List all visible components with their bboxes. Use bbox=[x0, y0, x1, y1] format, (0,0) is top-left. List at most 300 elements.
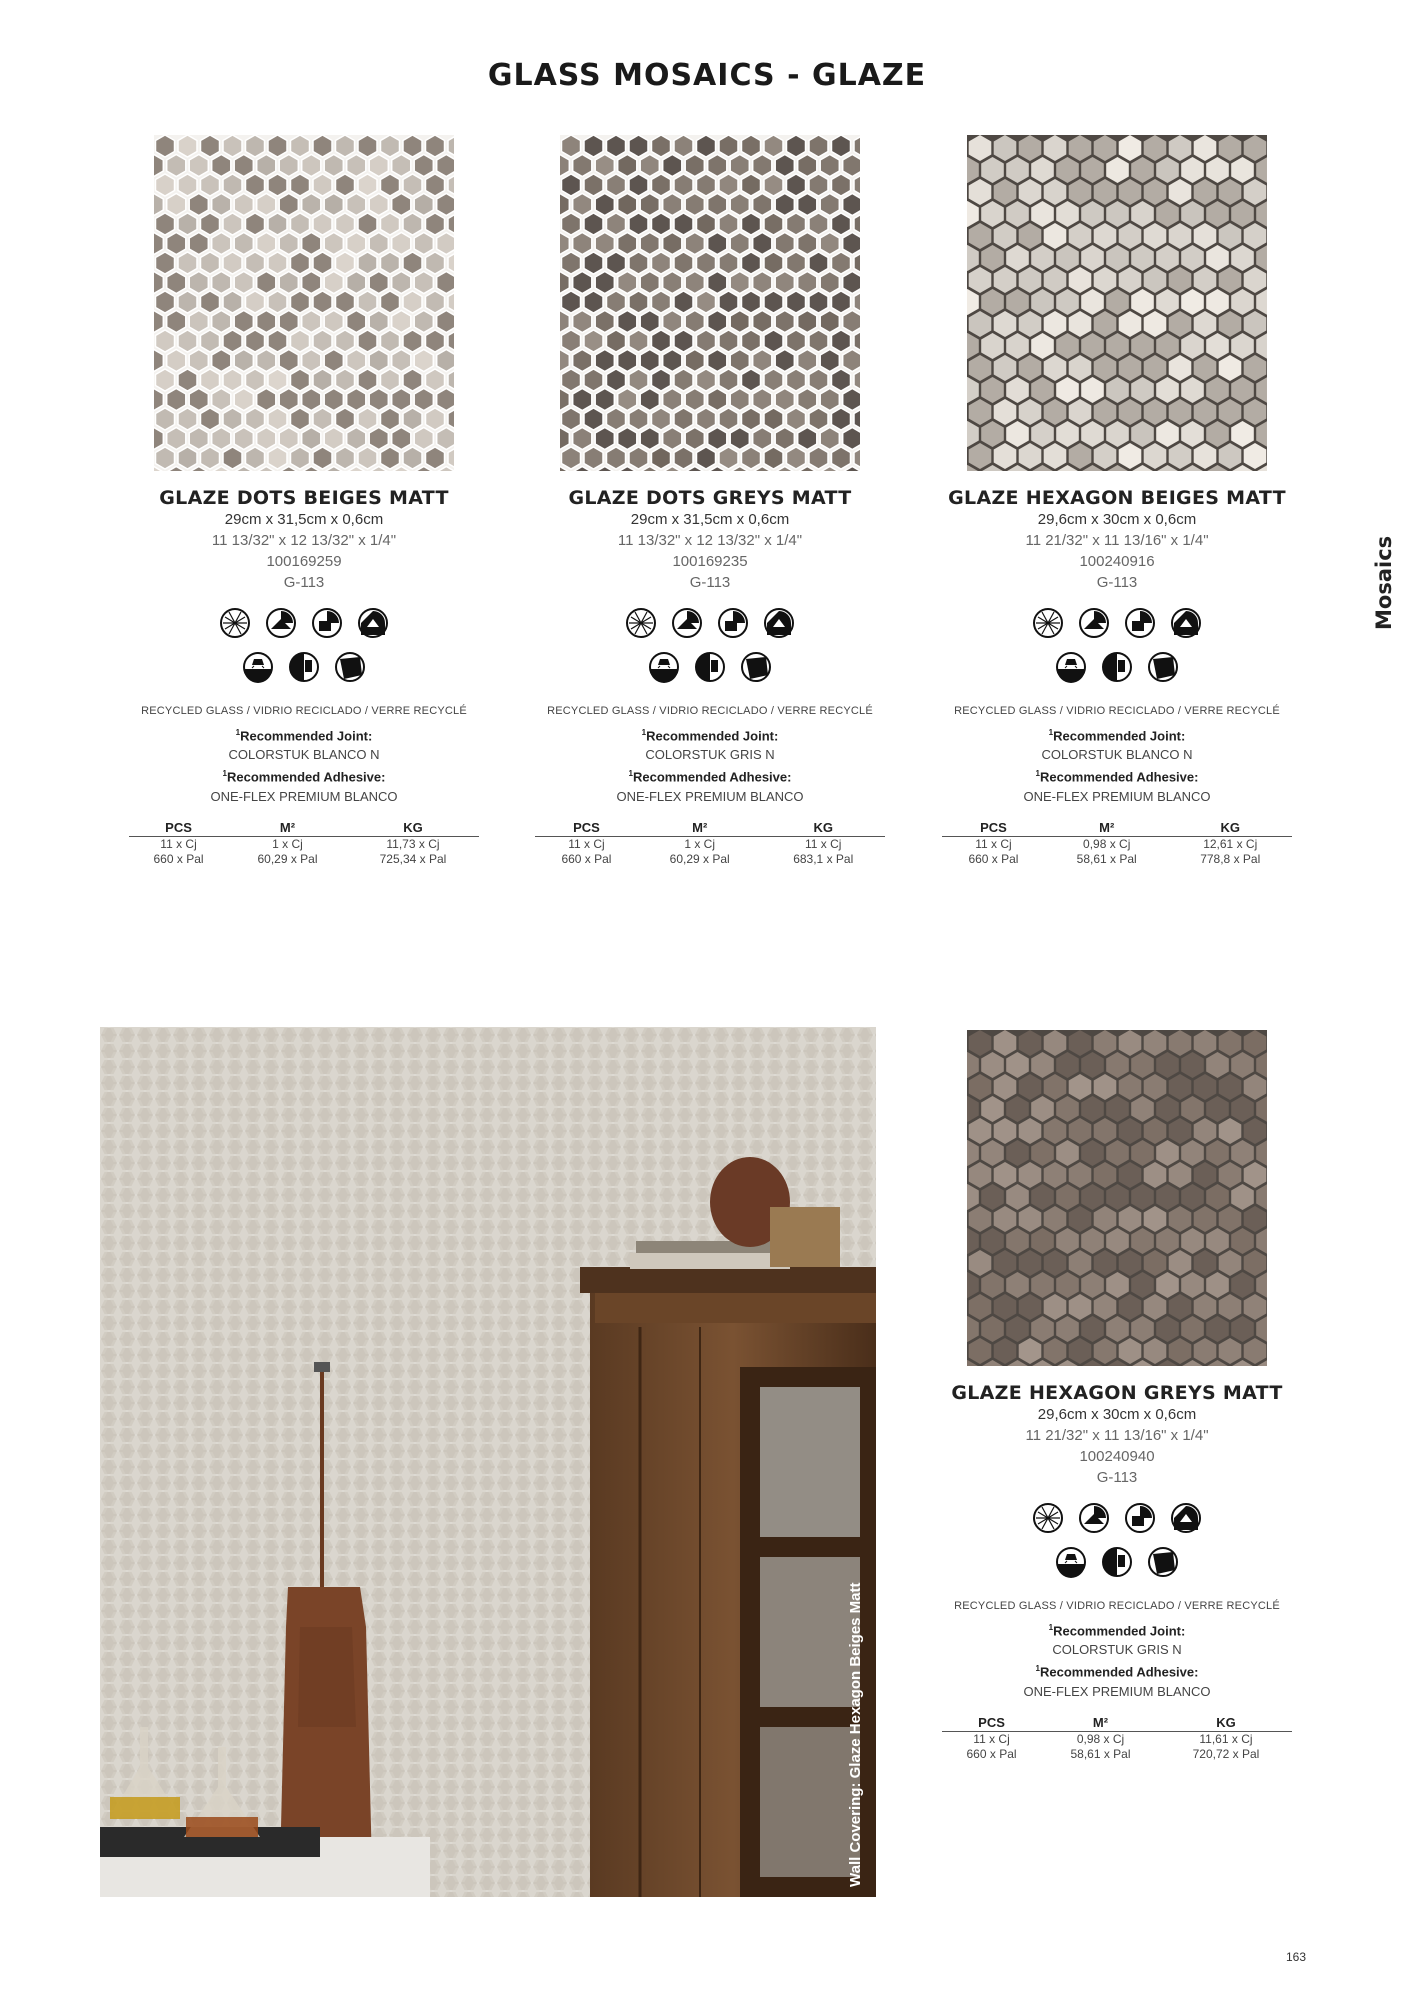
mosaic-tile bbox=[629, 174, 648, 196]
cell-kg: 725,34 x Pal bbox=[379, 851, 447, 866]
mosaic-tile bbox=[414, 389, 433, 411]
mosaic-tile bbox=[234, 155, 253, 177]
adhesive-label: Recommended Adhesive: bbox=[1040, 1664, 1199, 1680]
cell-kg: 11,73 x Cj bbox=[386, 836, 440, 851]
mesh-backing-icon bbox=[625, 607, 657, 639]
joint-label: Recommended Joint: bbox=[1053, 728, 1186, 744]
mosaic-tile bbox=[764, 252, 783, 274]
mosaic-tile bbox=[302, 311, 321, 333]
mosaic-tile bbox=[753, 155, 772, 177]
mosaic-tile bbox=[167, 428, 186, 450]
column-header-pcs: PCS bbox=[942, 818, 1045, 837]
mosaic-tile bbox=[279, 428, 298, 450]
mosaic-tile bbox=[798, 389, 817, 411]
mosaic-tile bbox=[257, 389, 276, 411]
mosaic-tile bbox=[674, 135, 693, 157]
mosaic-tile bbox=[347, 311, 366, 333]
mosaic-tile bbox=[291, 369, 310, 391]
table-row bbox=[942, 1731, 1292, 1747]
mosaic-tile bbox=[708, 233, 727, 255]
mosaic-tile bbox=[223, 252, 242, 274]
mosaic-tile bbox=[279, 233, 298, 255]
mosaic-tile bbox=[573, 272, 592, 294]
mosaic-tile bbox=[347, 350, 366, 372]
mosaic-tile bbox=[787, 408, 806, 430]
mosaic-tile bbox=[607, 330, 626, 352]
mosaic-tile bbox=[178, 447, 197, 469]
size-imperial: 11 13/32" x 12 13/32" x 1/4" bbox=[211, 532, 397, 549]
mosaic-tile bbox=[607, 408, 626, 430]
cell-pcs: 660 x Pal bbox=[561, 851, 612, 866]
mosaic-tile bbox=[414, 233, 433, 255]
mosaic-tile bbox=[178, 213, 197, 235]
mosaic-tile bbox=[573, 194, 592, 216]
tile-swatch bbox=[967, 135, 1267, 471]
mosaic-tile bbox=[775, 311, 794, 333]
mosaic-tile bbox=[629, 408, 648, 430]
mosaic-tile bbox=[437, 155, 454, 177]
mosaic-tile bbox=[358, 291, 377, 313]
mosaic-tile bbox=[640, 272, 659, 294]
product-code: 100169235 bbox=[672, 553, 748, 570]
mosaic-tile bbox=[223, 174, 242, 196]
footnote-marker: 1 bbox=[1048, 1623, 1054, 1632]
frost-resistant-icon bbox=[740, 651, 772, 683]
mosaic-tile bbox=[708, 311, 727, 333]
mosaic-tile bbox=[246, 252, 265, 274]
mosaic-tile bbox=[381, 213, 400, 235]
mosaic-tile bbox=[212, 389, 231, 411]
mosaic-tile bbox=[313, 135, 332, 157]
packaging-table bbox=[129, 818, 479, 867]
mosaic-tile bbox=[313, 330, 332, 352]
mosaic-tile bbox=[426, 408, 445, 430]
mosaic-tile bbox=[787, 213, 806, 235]
adhesive-label: Recommended Adhesive: bbox=[227, 769, 386, 785]
mosaic-tile bbox=[268, 174, 287, 196]
mosaic-tile bbox=[336, 447, 355, 469]
mosaic-tile bbox=[697, 330, 716, 352]
mosaic-tile bbox=[595, 233, 614, 255]
tile-swatch bbox=[967, 1030, 1267, 1366]
mosaic-tile bbox=[820, 350, 839, 372]
mosaic-tile bbox=[753, 194, 772, 216]
mosaic-tile bbox=[167, 350, 186, 372]
interior-use-icon bbox=[1170, 1502, 1202, 1534]
mosaic-tile bbox=[652, 408, 671, 430]
mosaic-tile bbox=[843, 428, 860, 450]
product-group: G-113 bbox=[1096, 574, 1138, 591]
mosaic-tile bbox=[313, 291, 332, 313]
mosaic-tile bbox=[392, 350, 411, 372]
size-imperial: 11 13/32" x 12 13/32" x 1/4" bbox=[617, 532, 803, 549]
mosaic-tile bbox=[369, 350, 388, 372]
mosaic-tile bbox=[685, 194, 704, 216]
mosaic-tile bbox=[369, 311, 388, 333]
mosaic-tile bbox=[156, 330, 175, 352]
mosaic-tile bbox=[358, 369, 377, 391]
mosaic-tile bbox=[426, 252, 445, 274]
mosaic-tile bbox=[212, 155, 231, 177]
mosaic-tile bbox=[843, 272, 860, 294]
mosaic-tile bbox=[629, 291, 648, 313]
mosaic-tile bbox=[437, 428, 454, 450]
mosaic-tile bbox=[775, 350, 794, 372]
mosaic-tile bbox=[775, 194, 794, 216]
mosaic-tile bbox=[358, 174, 377, 196]
wall-use-icon bbox=[717, 607, 749, 639]
mosaic-tile bbox=[403, 135, 422, 157]
mosaic-tile bbox=[403, 408, 422, 430]
column-header-kg: KG bbox=[761, 818, 885, 837]
mosaic-tile bbox=[403, 213, 422, 235]
mosaic-tile bbox=[381, 135, 400, 157]
adhesive-label: Recommended Adhesive: bbox=[1040, 769, 1199, 785]
mosaic-tile bbox=[403, 174, 422, 196]
mosaic-tile bbox=[369, 233, 388, 255]
mosaic-tile bbox=[775, 389, 794, 411]
mosaic-tile bbox=[820, 233, 839, 255]
mosaic-tile bbox=[313, 369, 332, 391]
wet-area-icon bbox=[288, 651, 320, 683]
mosaic-tile bbox=[246, 135, 265, 157]
mosaic-tile bbox=[189, 350, 208, 372]
mosaic-tile bbox=[584, 330, 603, 352]
mosaic-tile bbox=[607, 369, 626, 391]
mosaic-tile bbox=[302, 428, 321, 450]
mosaic-tile bbox=[336, 291, 355, 313]
mosaic-tile bbox=[742, 369, 761, 391]
recycled-glass-note: RECYCLED GLASS / VIDRIO RECICLADO / VERRE RECYCLÉ bbox=[547, 705, 873, 717]
mosaic-tile bbox=[302, 350, 321, 372]
mosaic-tile bbox=[178, 135, 197, 157]
joint-label-row bbox=[530, 723, 890, 745]
mosaic-tile bbox=[268, 291, 287, 313]
mosaic-tile bbox=[302, 233, 321, 255]
mosaic-tile bbox=[618, 194, 637, 216]
mosaic-tile bbox=[189, 389, 208, 411]
joint-label-row bbox=[937, 723, 1297, 745]
footnote-marker: 1 bbox=[1035, 1664, 1040, 1674]
mosaic-tile bbox=[798, 155, 817, 177]
mosaic-tile bbox=[313, 447, 332, 469]
mosaic-tile bbox=[764, 330, 783, 352]
mosaic-tile bbox=[640, 428, 659, 450]
mosaic-tile bbox=[820, 194, 839, 216]
mosaic-tile bbox=[697, 291, 716, 313]
cell-m2: 58,61 x Pal bbox=[1076, 851, 1137, 866]
mosaic-tile bbox=[685, 428, 704, 450]
adhesive-label-row bbox=[937, 764, 1297, 786]
mosaic-tile bbox=[223, 447, 242, 469]
mosaic-tile bbox=[403, 369, 422, 391]
mosaic-tile bbox=[708, 428, 727, 450]
mosaic-tile bbox=[223, 369, 242, 391]
mosaic-tile bbox=[730, 389, 749, 411]
mosaic-tile bbox=[178, 369, 197, 391]
mosaic-tile bbox=[246, 369, 265, 391]
packaging-table bbox=[535, 818, 885, 867]
mosaic-tile bbox=[640, 311, 659, 333]
mosaic-tile bbox=[212, 428, 231, 450]
mosaic-tile bbox=[403, 330, 422, 352]
mosaic-tile bbox=[414, 194, 433, 216]
mosaic-tile bbox=[685, 350, 704, 372]
mosaic-tile bbox=[640, 389, 659, 411]
mosaic-tile bbox=[618, 428, 637, 450]
wall-use-icon bbox=[311, 607, 343, 639]
frost-resistant-icon bbox=[334, 651, 366, 683]
mosaic-tile bbox=[268, 369, 287, 391]
mosaic-tile bbox=[156, 252, 175, 274]
cell-m2: 58,61 x Pal bbox=[1070, 1746, 1131, 1761]
mosaic-tile bbox=[697, 174, 716, 196]
mosaic-tile bbox=[674, 369, 693, 391]
product-group: G-113 bbox=[689, 574, 731, 591]
mosaic-tile bbox=[742, 330, 761, 352]
mosaic-tile bbox=[708, 389, 727, 411]
mosaic-tile bbox=[369, 428, 388, 450]
mosaic-tile bbox=[730, 428, 749, 450]
mosaic-tile bbox=[843, 194, 860, 216]
mosaic-tile bbox=[685, 311, 704, 333]
mosaic-tile bbox=[607, 135, 626, 157]
mosaic-tile bbox=[618, 233, 637, 255]
table-row bbox=[535, 852, 885, 867]
mosaic-tile bbox=[663, 389, 682, 411]
mosaic-tile bbox=[607, 213, 626, 235]
mosaic-tile bbox=[573, 311, 592, 333]
mosaic-tile bbox=[201, 369, 220, 391]
mosaic-tile bbox=[257, 311, 276, 333]
column-header-kg: KG bbox=[347, 818, 479, 837]
mesh-backing-icon bbox=[1032, 1502, 1064, 1534]
mosaic-tile bbox=[257, 350, 276, 372]
mosaic-tile bbox=[764, 213, 783, 235]
mosaic-tile bbox=[336, 330, 355, 352]
cell-pcs: 660 x Pal bbox=[968, 851, 1019, 866]
column-header-m2: M² bbox=[1045, 818, 1169, 837]
mosaic-tile bbox=[753, 350, 772, 372]
mosaic-tile bbox=[809, 213, 828, 235]
mosaic-tile bbox=[403, 291, 422, 313]
mosaic-tile bbox=[843, 389, 860, 411]
mosaic-tile bbox=[437, 194, 454, 216]
mosaic-tile bbox=[167, 272, 186, 294]
adhesive-label-row bbox=[937, 1659, 1297, 1681]
mosaic-tile bbox=[268, 408, 287, 430]
mosaic-tile bbox=[832, 174, 851, 196]
mosaic-tile bbox=[607, 291, 626, 313]
mosaic-tile bbox=[697, 135, 716, 157]
mosaic-tile bbox=[730, 233, 749, 255]
mosaic-tile bbox=[629, 213, 648, 235]
mosaic-tile bbox=[595, 389, 614, 411]
joint-label: Recommended Joint: bbox=[240, 728, 373, 744]
cell-pcs: 660 x Pal bbox=[966, 1746, 1017, 1761]
table-row bbox=[129, 852, 479, 867]
mosaic-tile bbox=[607, 174, 626, 196]
mosaic-tile bbox=[618, 155, 637, 177]
mosaic-tile bbox=[798, 350, 817, 372]
mosaic-tile bbox=[697, 213, 716, 235]
mosaic-tile bbox=[595, 428, 614, 450]
mosaic-tile bbox=[336, 213, 355, 235]
wall-use-icon bbox=[1124, 607, 1156, 639]
cell-m2: 60,29 x Pal bbox=[257, 851, 318, 866]
adhesive-label-row bbox=[124, 764, 484, 786]
mosaic-tile bbox=[652, 252, 671, 274]
recommended-joint: COLORSTUK GRIS N bbox=[1052, 1642, 1182, 1658]
mosaic-tile bbox=[685, 272, 704, 294]
mosaic-tile bbox=[392, 155, 411, 177]
icon-row bbox=[124, 607, 484, 639]
mosaic-tile bbox=[324, 350, 343, 372]
mosaic-tile bbox=[685, 389, 704, 411]
product-name: GLAZE HEXAGON BEIGES MATT bbox=[948, 487, 1286, 509]
column-header-kg: KG bbox=[1168, 818, 1292, 837]
column-header-pcs: PCS bbox=[129, 818, 228, 837]
mosaic-tile bbox=[742, 213, 761, 235]
mosaic-tile bbox=[719, 408, 738, 430]
mosaic-tile bbox=[573, 428, 592, 450]
mosaic-tile bbox=[268, 447, 287, 469]
mosaic-tile bbox=[730, 155, 749, 177]
mosaic-tile bbox=[832, 369, 851, 391]
cell-pcs: 11 x Cj bbox=[160, 836, 197, 851]
mosaic-tile bbox=[234, 311, 253, 333]
mosaic-tile bbox=[832, 447, 851, 469]
icon-row bbox=[937, 607, 1297, 639]
mosaic-tile bbox=[426, 174, 445, 196]
mosaic-tile bbox=[798, 233, 817, 255]
mosaic-tile bbox=[381, 291, 400, 313]
mosaic-tile bbox=[392, 272, 411, 294]
mosaic-tile bbox=[291, 252, 310, 274]
mosaic-tile bbox=[347, 428, 366, 450]
photo-caption: Wall Covering: Glaze Hexagon Beiges Matt bbox=[847, 1582, 864, 1887]
mosaic-tile bbox=[336, 135, 355, 157]
mosaic-tile bbox=[730, 194, 749, 216]
adhesive-label-row bbox=[530, 764, 890, 786]
mosaic-tile bbox=[189, 194, 208, 216]
mosaic-tile bbox=[156, 174, 175, 196]
mosaic-tile bbox=[201, 447, 220, 469]
mosaic-tile bbox=[279, 389, 298, 411]
mosaic-tile bbox=[820, 155, 839, 177]
size-imperial: 11 21/32" x 11 13/16" x 1/4" bbox=[1025, 1427, 1209, 1444]
mosaic-tile bbox=[201, 330, 220, 352]
mosaic-tile bbox=[753, 272, 772, 294]
product-name: GLAZE DOTS GREYS MATT bbox=[568, 487, 852, 509]
mosaic-tile bbox=[685, 233, 704, 255]
mosaic-tile bbox=[167, 233, 186, 255]
mosaic-tile bbox=[178, 330, 197, 352]
mosaic-tile bbox=[392, 194, 411, 216]
mosaic-tile bbox=[674, 330, 693, 352]
mosaic-tile bbox=[764, 447, 783, 469]
column-header-pcs: PCS bbox=[942, 1713, 1041, 1732]
mosaic-tile bbox=[640, 194, 659, 216]
mosaic-tile bbox=[832, 135, 851, 157]
mosaic-tile bbox=[640, 233, 659, 255]
mosaic-tile bbox=[279, 311, 298, 333]
mosaic-tile bbox=[640, 350, 659, 372]
column-header-m2: M² bbox=[638, 818, 762, 837]
recommended-joint: COLORSTUK GRIS N bbox=[645, 747, 775, 763]
cell-m2: 1 x Cj bbox=[684, 836, 716, 851]
mosaic-tile bbox=[764, 369, 783, 391]
mosaic-tile bbox=[268, 330, 287, 352]
mosaic-tile bbox=[189, 311, 208, 333]
cell-kg: 11 x Cj bbox=[804, 836, 842, 851]
mosaic-tile bbox=[246, 174, 265, 196]
mosaic-tile bbox=[719, 174, 738, 196]
mosaic-tile bbox=[595, 155, 614, 177]
mosaic-tile bbox=[324, 311, 343, 333]
mosaic-tile bbox=[156, 291, 175, 313]
mosaic-tile bbox=[167, 389, 186, 411]
mosaic-tile bbox=[426, 447, 445, 469]
floor-use-icon bbox=[265, 607, 297, 639]
mosaic-tile bbox=[347, 233, 366, 255]
mosaic-tile bbox=[832, 213, 851, 235]
mosaic-tile bbox=[392, 428, 411, 450]
cell-pcs: 11 x Cj bbox=[973, 1731, 1010, 1746]
footnote-marker: 1 bbox=[641, 728, 647, 737]
mosaic-tile bbox=[595, 311, 614, 333]
mosaic-tile bbox=[753, 233, 772, 255]
mosaic-tile bbox=[279, 194, 298, 216]
mosaic-tile bbox=[562, 369, 581, 391]
mosaic-tile bbox=[652, 369, 671, 391]
mosaic-tile bbox=[414, 311, 433, 333]
mosaic-tile bbox=[573, 350, 592, 372]
floor-use-icon bbox=[1078, 607, 1110, 639]
mosaic-tile bbox=[167, 155, 186, 177]
mosaic-tile bbox=[178, 252, 197, 274]
cell-kg: 720,72 x Pal bbox=[1192, 1746, 1260, 1761]
mosaic-tile bbox=[437, 311, 454, 333]
mosaic-tile bbox=[257, 194, 276, 216]
mosaic-tile bbox=[381, 447, 400, 469]
mosaic-tile bbox=[178, 174, 197, 196]
mosaic-tile bbox=[742, 291, 761, 313]
mosaic-tile bbox=[201, 408, 220, 430]
mosaic-tile bbox=[584, 369, 603, 391]
mosaic-tile bbox=[234, 194, 253, 216]
packaging-table bbox=[942, 1713, 1292, 1762]
column-header-kg: KG bbox=[1160, 1713, 1292, 1732]
mosaic-tile bbox=[414, 272, 433, 294]
interior-use-icon bbox=[1170, 607, 1202, 639]
cell-m2: 0,98 x Cj bbox=[1076, 1731, 1125, 1746]
mosaic-tile bbox=[652, 135, 671, 157]
mosaic-tile bbox=[652, 174, 671, 196]
mosaic-tile bbox=[843, 350, 860, 372]
mosaic-tile bbox=[798, 311, 817, 333]
mosaic-tile bbox=[156, 369, 175, 391]
mosaic-tile bbox=[189, 428, 208, 450]
mosaic-tile bbox=[392, 233, 411, 255]
column-header-m2: M² bbox=[228, 818, 347, 837]
cell-pcs: 11 x Cj bbox=[568, 836, 605, 851]
mosaic-tile bbox=[381, 369, 400, 391]
wet-area-icon bbox=[1101, 651, 1133, 683]
mosaic-tile bbox=[573, 155, 592, 177]
icon-row bbox=[937, 1502, 1297, 1534]
cell-pcs: 660 x Pal bbox=[153, 851, 204, 866]
